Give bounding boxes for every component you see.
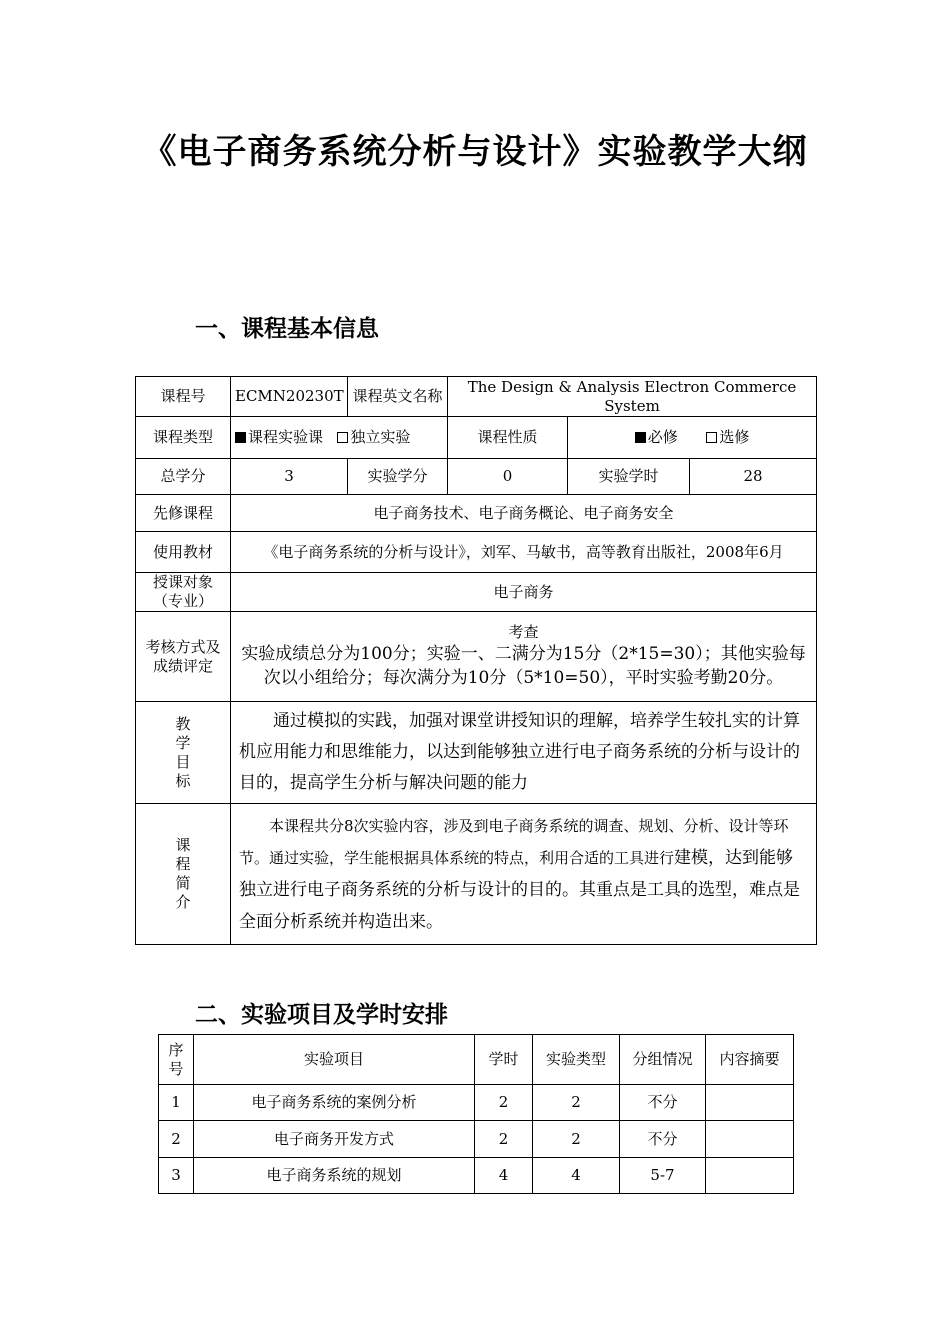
row-summary (706, 1158, 794, 1194)
audience-value: 电子商务 (231, 573, 817, 612)
section-heading-basic-info: 一、课程基本信息 (195, 316, 379, 342)
checked-box-icon (235, 432, 246, 443)
intro-part1: 本课程共分8次实验内容，涉及到电子商务系统的调查、规划、分析、设计等环节。通过实验，学生能根据具体系统的特点，利用合适的工具进行 (239, 817, 789, 867)
assessment-cell (231, 612, 817, 702)
page-title: 《电子商务系统分析与设计》实验教学大纲 (142, 132, 808, 172)
course-type-options (231, 417, 448, 459)
row-hours: 2 (475, 1085, 533, 1121)
lab-hours-value: 28 (690, 459, 817, 495)
total-credits-label: 总学分 (136, 459, 231, 495)
row-project: 电子商务系统的案例分析 (194, 1085, 475, 1121)
english-name-label: 课程英文名称 (348, 377, 448, 417)
course-type-option2: 独立实验 (350, 428, 411, 446)
header-type: 实验类型 (533, 1035, 620, 1085)
row-seq: 3 (159, 1158, 194, 1194)
assessment-detail: 实验成绩总分为100分；实验一、二满分为15分（2*15=30）；其他实验每次以小组给分；每次满分为10分（5*10=50），平时实验考勤20分。 (241, 644, 806, 688)
row-project: 电子商务开发方式 (194, 1121, 475, 1158)
table-row (159, 1121, 794, 1158)
lab-credits-value: 0 (448, 459, 568, 495)
assessment-mode: 考查 (508, 623, 539, 641)
row-grouping: 不分 (620, 1085, 706, 1121)
prereq-value: 电子商务技术、电子商务概论、电子商务安全 (231, 495, 817, 532)
header-hours: 学时 (475, 1035, 533, 1085)
intro-label-cell (136, 804, 231, 945)
prereq-label: 先修课程 (136, 495, 231, 532)
row-project: 电子商务系统的规划 (194, 1158, 475, 1194)
course-type-label: 课程类型 (136, 417, 231, 459)
row-hours: 4 (475, 1158, 533, 1194)
unchecked-box-icon (337, 432, 348, 443)
row-grouping: 5-7 (620, 1158, 706, 1194)
course-no-label: 课程号 (136, 377, 231, 417)
row-seq: 2 (159, 1121, 194, 1158)
goal-label: 教学目标 (175, 714, 191, 790)
header-seq: 序号 (159, 1035, 194, 1085)
total-credits-value: 3 (231, 459, 348, 495)
header-summary: 内容摘要 (706, 1035, 794, 1085)
course-no-value: ECMN20230T (231, 377, 348, 417)
lab-credits-label: 实验学分 (348, 459, 448, 495)
goal-label-cell (136, 702, 231, 804)
course-nature-options (568, 417, 817, 459)
row-grouping: 不分 (620, 1121, 706, 1158)
section-heading-experiments: 二、实验项目及学时安排 (195, 1002, 448, 1028)
row-seq: 1 (159, 1085, 194, 1121)
textbook-label: 使用教材 (136, 532, 231, 573)
table-row (159, 1085, 794, 1121)
checked-box-icon (635, 432, 646, 443)
row-type: 2 (533, 1085, 620, 1121)
course-type-option1: 课程实验课 (248, 428, 324, 446)
experiment-schedule-table (158, 1034, 794, 1194)
nature-option2: 选修 (719, 428, 750, 446)
table-row (159, 1158, 794, 1194)
assessment-label: 考核方式及成绩评定 (136, 612, 231, 702)
goal-value: 通过模拟的实践，加强对课堂讲授知识的理解，培养学生较扎实的计算机应用能力和思维能力，以达到能够独立进行电子商务系统的分析与设计的目的，提高学生分析与解决问题的能力 (231, 702, 817, 804)
row-type: 2 (533, 1121, 620, 1158)
course-nature-label: 课程性质 (448, 417, 568, 459)
textbook-value: 《电子商务系统的分析与设计》，刘军、马敏书，高等教育出版社，2008年6月 (231, 532, 817, 573)
audience-label: 授课对象（专业） (136, 573, 231, 612)
lab-hours-label: 实验学时 (568, 459, 690, 495)
header-project: 实验项目 (194, 1035, 475, 1085)
row-summary (706, 1085, 794, 1121)
course-info-table (135, 376, 817, 945)
row-hours: 2 (475, 1121, 533, 1158)
header-grouping: 分组情况 (620, 1035, 706, 1085)
row-summary (706, 1121, 794, 1158)
english-name-value: The Design & Analysis Electron Commerce System (448, 377, 817, 417)
row-type: 4 (533, 1158, 620, 1194)
unchecked-box-icon (706, 432, 717, 443)
intro-label: 课程简介 (175, 836, 191, 911)
nature-option1: 必修 (647, 428, 678, 446)
intro-value (231, 804, 817, 945)
intro-part2: 建模，达到能够独立进行电子商务系统的分析与设计的目的。其重点是工具的选型，难点是全面分析系统并构造出来。 (239, 848, 800, 932)
